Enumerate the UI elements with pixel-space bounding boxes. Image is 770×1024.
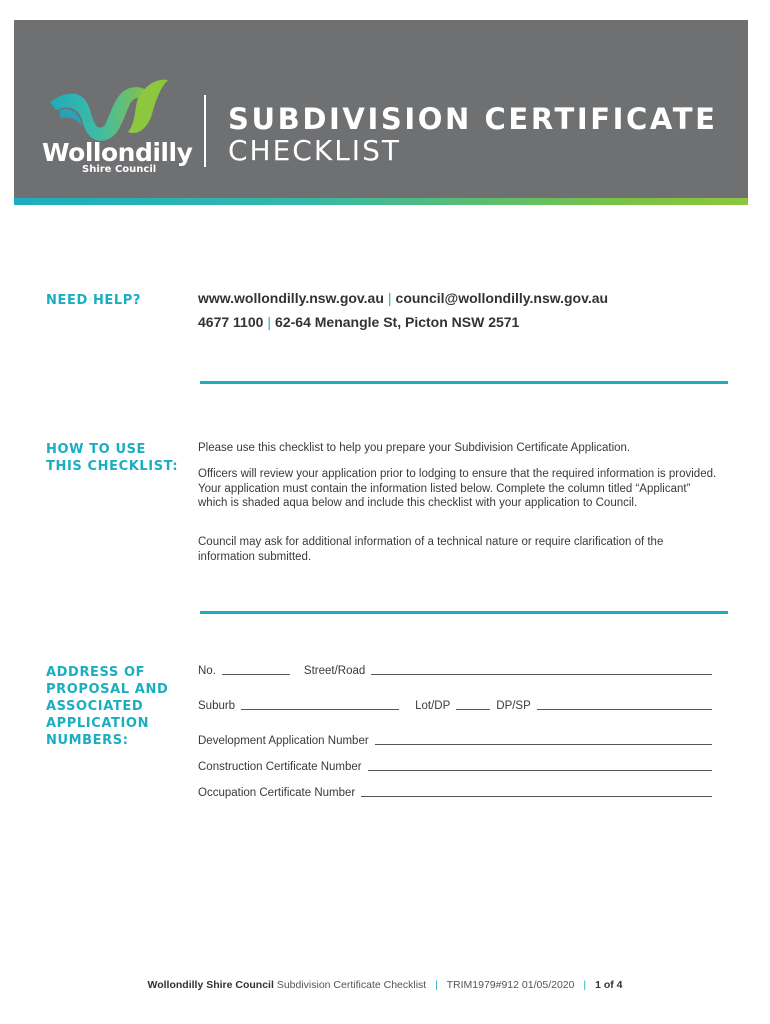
email-link[interactable]: council@wollondilly.nsw.gov.au [395,290,609,306]
street-address-row [198,665,712,677]
address-label [46,664,186,749]
contact-line-1 [198,290,608,306]
field-label: DP/SP [496,700,531,712]
dp-sp-field[interactable] [537,700,712,710]
occupation-certificate-field[interactable] [361,787,712,797]
need-help-label: NEED HELP? [46,293,142,308]
suburb-field[interactable] [241,700,399,710]
intro-paragraph: Please use this checklist to help you prepare your Subdivision Certificate Application. [198,442,631,454]
field-label: Construction Certificate Number [198,761,362,773]
field-label: Lot/DP [415,700,451,712]
lot-dp-field[interactable] [456,700,490,710]
separator: | [387,290,392,306]
oc-number-row [198,787,712,799]
field-label: Suburb [198,700,236,712]
footer-trim: TRIM1979#912 [446,979,519,991]
section-divider [200,381,728,384]
website-link[interactable]: www.wollondilly.nsw.gov.au [198,290,384,306]
suburb-lot-row [198,700,712,712]
separator: | [583,979,587,991]
label-line: NUMBERS: [46,733,129,748]
phone-number: 4677 1100 [198,314,264,330]
label-line: APPLICATION [46,716,150,731]
street-address: 62-64 Menangle St, Picton NSW 2571 [275,314,520,330]
separator: | [435,979,438,991]
construction-certificate-field[interactable] [368,761,712,771]
footer-date: 01/05/2020 [521,979,575,991]
clarification-paragraph: Council may ask for additional information of a technical nature or require clarification of the information submitted. [198,536,664,563]
label-line: ADDRESS OF [46,665,146,680]
label-line: PROPOSAL AND [46,682,169,697]
label-line: HOW TO USE [46,442,147,457]
footer-doc-title: Subdivision Certificate Checklist [276,979,427,991]
logo-subtitle: Shire Council [82,164,157,175]
contact-line-2 [198,314,519,330]
field-label: No. [198,665,216,677]
page-footer [0,979,770,991]
development-application-field[interactable] [375,735,712,745]
page-number: 1 of 4 [595,979,623,991]
field-label: Street/Road [303,665,366,677]
page-subtitle: CHECKLIST [228,134,401,167]
banner-divider [204,95,206,167]
page-title: SUBDIVISION CERTIFICATE [228,102,718,136]
section-divider [200,611,728,614]
instructions-paragraph: Officers will review your application prior to lodging to ensure that the required information is provided. Your application must contain the information listed below. Complete the column titled “Applicant” which is shaded aqua below and include this checklist with your application to Council. [198,468,717,509]
banner-gradient-strip [14,198,748,205]
cc-number-row [198,761,712,773]
street-road-field[interactable] [371,665,712,675]
label-line: THIS CHECKLIST: [46,459,179,474]
label-line: ASSOCIATED [46,699,144,714]
separator: | [267,314,272,330]
logo-wordmark: Wollondilly [42,138,193,167]
how-to-use-label [46,441,186,475]
field-label: Development Application Number [198,735,369,747]
da-number-row [198,735,712,747]
footer-org: Wollondilly Shire Council [147,979,274,991]
field-label: Occupation Certificate Number [198,787,356,799]
street-number-field[interactable] [222,665,290,675]
